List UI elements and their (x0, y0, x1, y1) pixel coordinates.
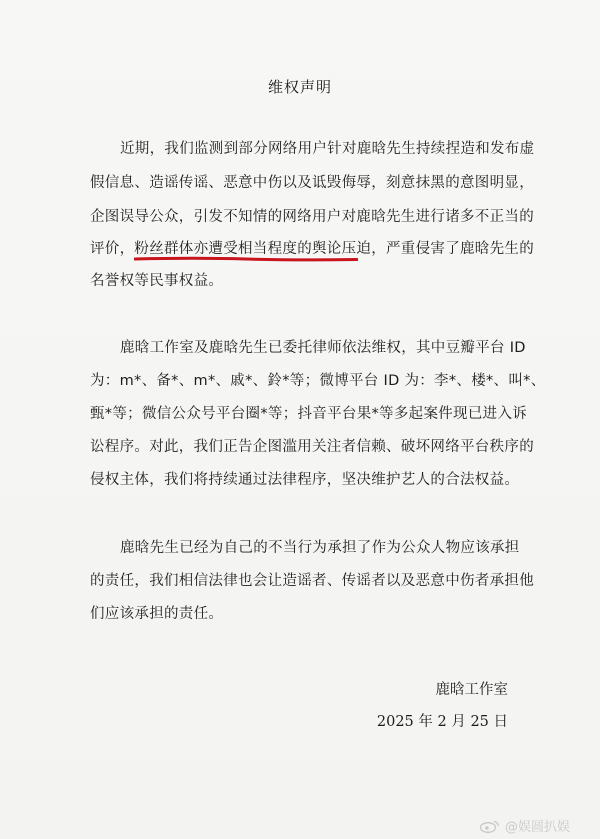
weibo-icon (479, 819, 501, 833)
paragraph-2-line-4: 讼程序。对此，我们正告企图滥用关注者信赖、破坏网络平台秩序的 (90, 439, 534, 455)
watermark (479, 816, 570, 835)
paragraph-2-line-3: 甄*等；微信公众号平台圈*等；抖音平台果*等多起案件现已进入诉 (90, 406, 528, 422)
paragraph-2-line-1: 鹿晗工作室及鹿晗先生已委托律师依法维权，其中豆瓣平台 ID (120, 340, 526, 356)
signature: 鹿晗工作室 (435, 682, 508, 698)
paragraph-1-line-4: 评价，粉丝群体亦遭受相当程度的舆论压迫，严重侵害了鹿晗先生的 (90, 241, 534, 257)
signature-date: 2025 年 2 月 25 日 (376, 714, 508, 730)
paragraph-1-line-1: 近期，我们监测到部分网络用户针对鹿晗先生持续捏造和发布虚 (120, 141, 535, 157)
document-title: 维权声明 (267, 78, 332, 96)
paragraph-1-line-3: 企图误导公众，引发不知情的网络用户对鹿晗先生进行诸多不正当的 (90, 209, 534, 225)
paragraph-3-line-3: 们应该承担的责任。 (90, 606, 224, 622)
paragraph-3-line-2: 的责任，我们相信法律也会让造谣者、传谣者以及恶意中伤者承担他 (90, 573, 534, 589)
red-underline-mark (134, 256, 358, 262)
paragraph-2-line-2: 为：m*、备*、m*、戚*、鈴*等；微博平台 ID 为：李*、楼*、叫*、 (90, 373, 546, 389)
paragraph-2-line-5: 侵权主体，我们将持续通过法律程序，坚决维护艺人的合法权益。 (90, 472, 520, 488)
paragraph-1-line-2: 假信息、造谣传谣、恶意中伤以及诋毁侮辱，刻意抹黑的意图明显， (90, 175, 534, 191)
paragraph-1-line-5: 名誉权等民事权益。 (90, 273, 224, 289)
paragraph-3-line-1: 鹿晗先生已经为自己的不当行为承担了作为公众人物应该承担 (120, 540, 520, 556)
watermark-text: @娱圆扒娱 (504, 820, 570, 835)
